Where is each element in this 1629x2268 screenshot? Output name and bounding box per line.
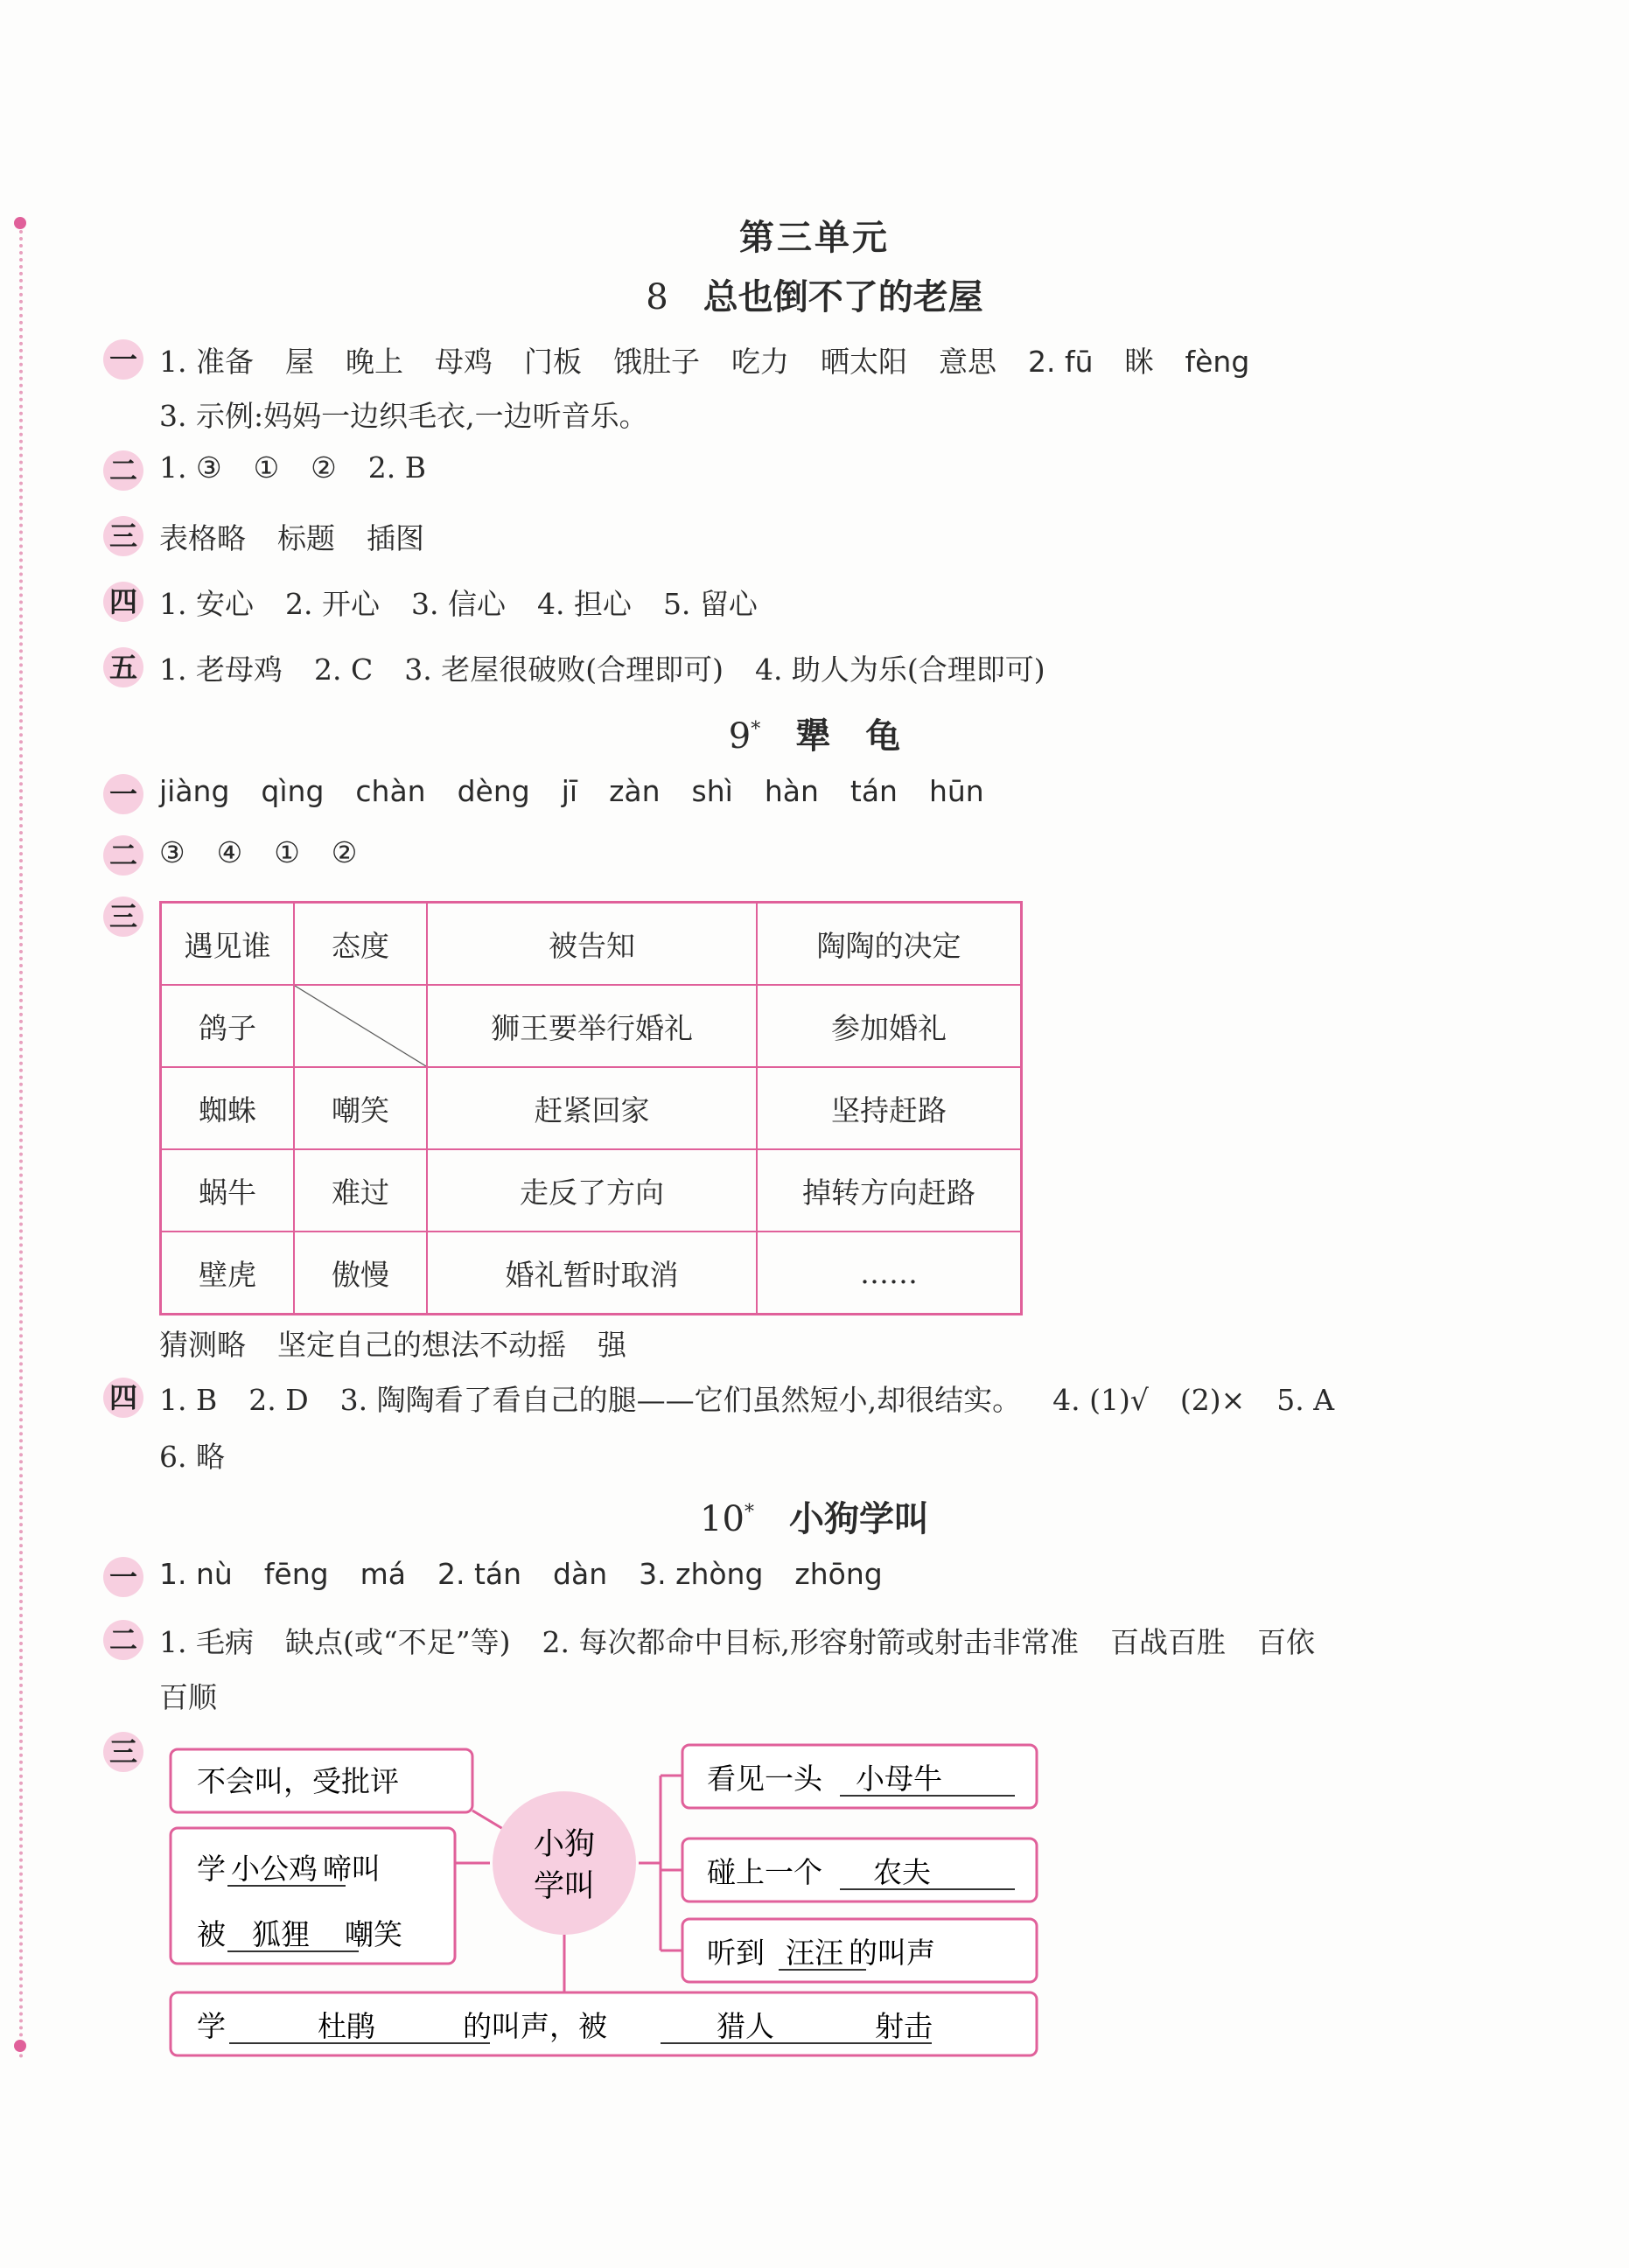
lesson-8-title: 总也倒不了的老屋 <box>703 277 983 318</box>
table-header-cell: 被告知 <box>427 903 757 986</box>
table-header-row <box>161 903 1022 986</box>
left-box-2-line2: 被 狐狸 嘲笑 <box>197 1917 402 1951</box>
table-cell: 婚礼暂时取消 <box>427 1232 757 1315</box>
right-box-3-text: 听到 汪汪 的叫声 <box>707 1936 935 1970</box>
l9-q2-badge: 二 <box>103 835 143 876</box>
l8-q3-text: 表格略 标题 插图 <box>159 521 424 555</box>
l9-q4-badge: 四 <box>103 1378 143 1418</box>
l10-q2-line2: 百顺 <box>159 1680 217 1714</box>
left-box-2-line1: 学 小公鸡 啼叫 <box>197 1852 381 1886</box>
l10-q2-line1: 1. 毛病 缺点(或“不足”等) 2. 每次都命中目标,形容射箭或射击非常准 百战百胜 百依 <box>159 1625 1315 1659</box>
lesson-8-number: 8 <box>646 277 668 318</box>
table-cell: 走反了方向 <box>427 1149 757 1232</box>
l8-q1-line1: 1. 准备 屋 晚上 母鸡 门板 饿肚子 吃力 晒太阳 意思 2. fū 眯 fèng <box>159 345 1250 379</box>
l8-q3-badge: 三 <box>103 516 143 556</box>
l9-answer-table <box>159 901 1023 1315</box>
table-header-cell: 态度 <box>294 903 427 986</box>
table-cell: 难过 <box>294 1149 427 1232</box>
bottom-box-text: 学 杜鹃 的叫声，被 猎人 射击 <box>197 2009 933 2043</box>
l9-q3-after: 猜测略 坚定自己的想法不动摇 强 <box>159 1328 626 1362</box>
table-cell: 狮王要举行婚礼 <box>427 985 757 1067</box>
l8-q1-badge: 一 <box>103 339 143 380</box>
l10-q1-text: 1. nù fēng má 2. tán dàn 3. zhòng zhōng <box>159 1557 883 1591</box>
table-cell: 鸽子 <box>161 985 295 1067</box>
l9-q4-text: 1. B 2. D 3. 陶陶看了看自己的腿——它们虽然短小,却很结实。 4. (1)√ (2)× 5. A <box>159 1383 1335 1417</box>
l8-q4-badge: 四 <box>103 582 143 622</box>
table-cell: 壁虎 <box>161 1232 295 1315</box>
lesson-9-title: 犟 龟 <box>795 716 901 757</box>
l8-q4-text: 1. 安心 2. 开心 3. 信心 4. 担心 5. 留心 <box>159 587 758 621</box>
l8-q5-text: 1. 老母鸡 2. C 3. 老屋很破败(合理即可) 4. 助人为乐(合理即可) <box>159 652 1045 687</box>
l9-q1-badge: 一 <box>103 774 143 814</box>
l8-q1-line2: 3. 示例:妈妈一边织毛衣,一边听音乐。 <box>159 399 648 433</box>
lesson-10-number: 10* <box>700 1499 754 1539</box>
margin-dot-bottom <box>14 2040 26 2052</box>
lesson-10-title: 小狗学叫 <box>788 1499 929 1539</box>
table-header-cell: 遇见谁 <box>161 903 295 986</box>
table-cell-diagonal <box>294 985 427 1067</box>
lesson-8-heading <box>0 269 1629 319</box>
l9-q4-line2: 6. 略 <box>159 1440 225 1474</box>
table-header-cell: 陶陶的决定 <box>757 903 1022 986</box>
l10-q3-badge: 三 <box>103 1732 143 1772</box>
lesson-9-number: 9* <box>728 716 761 757</box>
table-cell: 蜘蛛 <box>161 1067 295 1149</box>
table-cell: 嘲笑 <box>294 1067 427 1149</box>
center-line-2: 学叫 <box>533 1869 596 1904</box>
lesson-10-heading <box>0 1491 1629 1541</box>
table-row <box>161 985 1022 1067</box>
left-box-1-text: 不会叫，受批评 <box>197 1764 399 1798</box>
table-cell: 参加婚礼 <box>757 985 1022 1067</box>
l8-q5-badge: 五 <box>103 647 143 687</box>
table-cell: 傲慢 <box>294 1232 427 1315</box>
right-box-1-text: 看见一头 小母牛 <box>707 1762 942 1796</box>
unit-title: 第三单元 <box>739 218 890 258</box>
l8-q2-text: 1. ③ ① ② 2. B <box>159 450 426 485</box>
table-cell: 赶紧回家 <box>427 1067 757 1149</box>
table-row <box>161 1232 1022 1315</box>
table-cell: 掉转方向赶路 <box>757 1149 1022 1232</box>
l9-q2-text: ③ ④ ① ② <box>159 835 358 869</box>
l10-q2-badge: 二 <box>103 1620 143 1660</box>
table-cell: 坚持赶路 <box>757 1067 1022 1149</box>
table-row <box>161 1149 1022 1232</box>
l9-q1-text: jiàng qìng chàn dèng jī zàn shì hàn tán hūn <box>159 774 984 808</box>
table-row <box>161 1067 1022 1149</box>
center-line-1: 小狗 <box>533 1827 596 1862</box>
table-cell: 蜗牛 <box>161 1149 295 1232</box>
l8-q2-badge: 二 <box>103 450 143 491</box>
table-cell: …… <box>757 1232 1022 1315</box>
page-dotted-margin <box>19 223 23 2060</box>
l10-mind-map <box>157 1741 1050 2064</box>
mind-map-center <box>493 1791 636 1935</box>
right-box-2-text: 碰上一个 农夫 <box>707 1855 931 1889</box>
l9-q3-badge: 三 <box>103 897 143 937</box>
l10-q1-badge: 一 <box>103 1557 143 1597</box>
lesson-9-heading <box>0 708 1629 758</box>
